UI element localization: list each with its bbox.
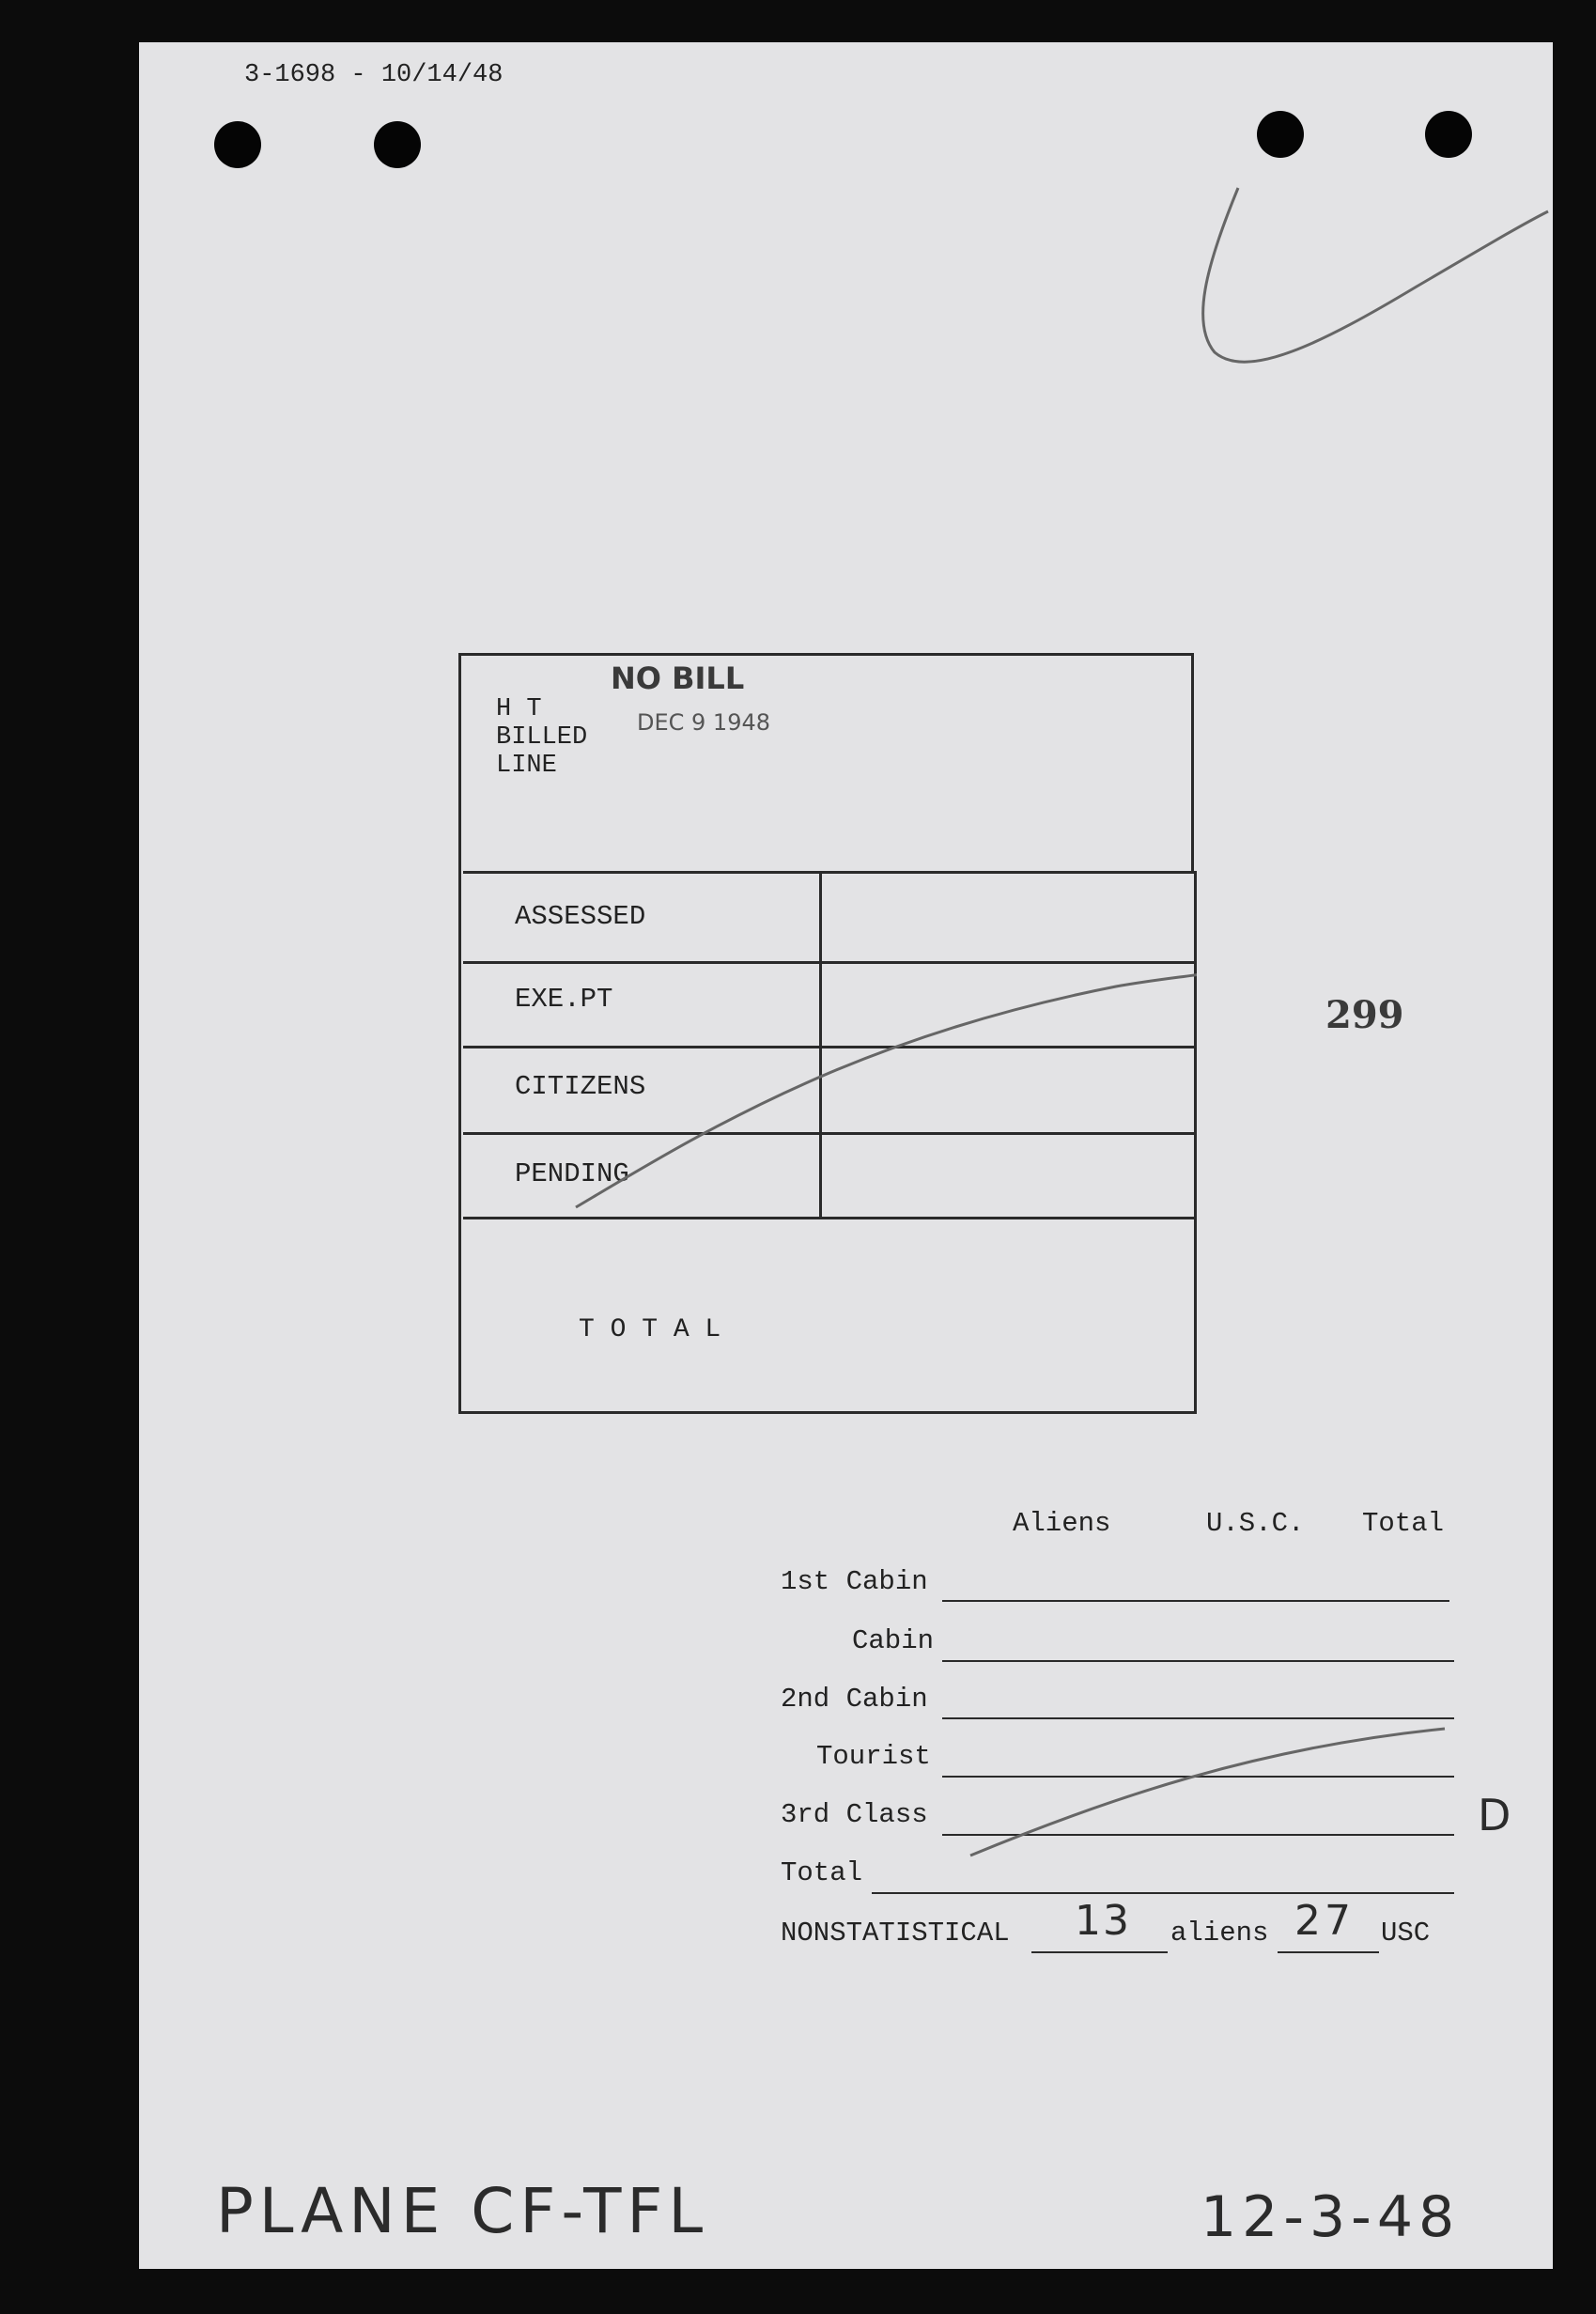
handwritten-plane: PLANE CF-TFL (216, 2175, 709, 2247)
punch-hole-2 (374, 121, 421, 168)
no-bill-stamp: NO BILL (611, 660, 745, 696)
row-label-pending: PENDING (515, 1158, 629, 1189)
row-label-exempt: EXE.PT (515, 984, 613, 1015)
punch-hole-3 (1257, 111, 1304, 158)
table-slash-icon (966, 1705, 1464, 1874)
box-title-line-3: LINE (496, 752, 557, 780)
aliens-count: 13 (1075, 1897, 1131, 1945)
col-total: Total (1362, 1508, 1445, 1539)
page-number: 299 (1325, 993, 1404, 1037)
usc-label: USC (1381, 1918, 1431, 1949)
row-tourist: Tourist (816, 1741, 931, 1772)
col-usc: U.S.C. (1206, 1508, 1305, 1539)
box-title-line-1: H T (496, 695, 542, 723)
row-2nd-cabin: 2nd Cabin (781, 1684, 928, 1715)
handwritten-date: 12-3-48 (1201, 2184, 1461, 2250)
handwritten-mark: D (1478, 1790, 1517, 1840)
row-label-citizens: CITIZENS (515, 1071, 646, 1102)
punch-hole-1 (214, 121, 261, 168)
usc-count: 27 (1294, 1897, 1355, 1945)
total-label: T O T A L (579, 1315, 721, 1344)
date-stamp: DEC 9 1948 (637, 709, 771, 736)
billing-box (458, 653, 1196, 1414)
row-total: Total (781, 1857, 863, 1888)
punch-hole-4 (1425, 111, 1472, 158)
nonstatistical-label: NONSTATISTICAL (781, 1918, 1010, 1949)
file-number: 3-1698 - 10/14/48 (244, 61, 504, 89)
row-cabin: Cabin (852, 1625, 935, 1656)
box-title-line-2: BILLED (496, 723, 588, 752)
document-page (139, 42, 1553, 2269)
check-mark-icon (1135, 183, 1553, 456)
row-3rd-class: 3rd Class (781, 1799, 928, 1830)
aliens-label: aliens (1170, 1918, 1269, 1949)
row-label-assessed: ASSESSED (515, 901, 646, 932)
row-1st-cabin: 1st Cabin (781, 1566, 928, 1597)
col-aliens: Aliens (1013, 1508, 1111, 1539)
pencil-slash-icon (458, 653, 1197, 1414)
